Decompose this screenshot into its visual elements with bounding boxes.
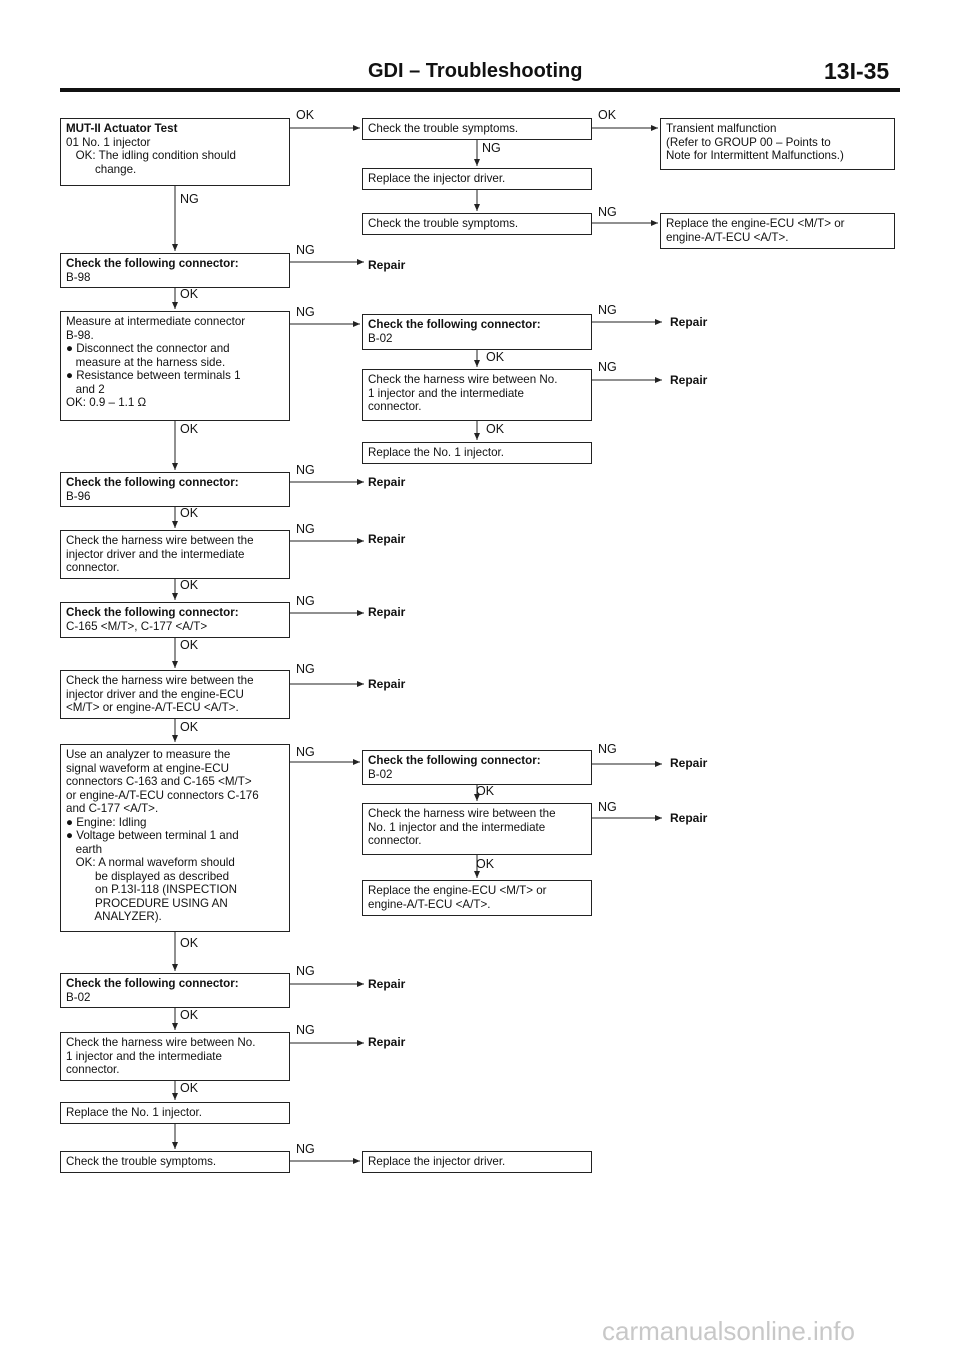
arrowhead bbox=[172, 521, 178, 528]
branch-label: NG bbox=[296, 463, 315, 477]
arrowhead bbox=[172, 1023, 178, 1030]
branch-label: OK bbox=[180, 1081, 199, 1095]
step-text-line: Check the harness wire between the bbox=[66, 534, 254, 547]
repair-label: Repair bbox=[670, 373, 708, 387]
branch-label: NG bbox=[296, 305, 315, 319]
branch-label: OK bbox=[598, 108, 617, 122]
branch-label: NG bbox=[296, 662, 315, 676]
step-text-line: Check the harness wire between No. bbox=[66, 1036, 256, 1049]
flowchart-step-box bbox=[362, 880, 592, 916]
branch-label: NG bbox=[482, 141, 501, 155]
branch-label: OK bbox=[296, 108, 315, 122]
step-text-line: ANALYZER). bbox=[66, 910, 162, 923]
branch-label: NG bbox=[296, 1023, 315, 1037]
arrowhead bbox=[474, 360, 480, 367]
step-text-line: Replace the engine-ECU <M/T> or bbox=[666, 217, 845, 230]
arrowhead bbox=[353, 125, 360, 131]
flowchart-step-box bbox=[362, 442, 592, 464]
arrowhead bbox=[655, 319, 662, 325]
step-text-line: Measure at intermediate connector bbox=[66, 315, 246, 328]
arrowhead bbox=[172, 463, 178, 470]
step-text-line: Transient malfunction bbox=[666, 122, 777, 135]
flowchart-step-box bbox=[60, 253, 290, 288]
arrowhead bbox=[172, 302, 178, 309]
step-text-line: Replace the engine-ECU <M/T> or bbox=[368, 884, 547, 897]
step-text-line: connectors C-163 and C-165 <M/T> bbox=[66, 775, 252, 788]
step-text-line: B-98 bbox=[66, 270, 91, 284]
branch-label: OK bbox=[180, 506, 199, 520]
flowchart-step-box bbox=[60, 744, 290, 932]
step-text-line: Check the following connector: bbox=[368, 754, 541, 767]
page-number: 13I-35 bbox=[824, 58, 890, 84]
arrowhead bbox=[172, 964, 178, 971]
branch-label: NG bbox=[296, 964, 315, 978]
arrowhead bbox=[357, 610, 364, 616]
flowchart-step-box bbox=[362, 118, 592, 140]
step-text-line: engine-A/T-ECU <A/T>. bbox=[368, 897, 491, 911]
step-text-line: Check the trouble symptoms. bbox=[66, 1155, 217, 1168]
flowchart-step-box bbox=[362, 168, 592, 190]
arrowhead bbox=[357, 981, 364, 987]
step-text-line: Check the following connector: bbox=[66, 476, 239, 489]
arrowhead bbox=[353, 759, 360, 765]
branch-label: NG bbox=[296, 243, 315, 257]
step-text-line: ● Resistance between terminals 1 bbox=[66, 369, 241, 382]
step-text-line: connector. bbox=[368, 400, 422, 413]
step-text-line: Replace the injector driver. bbox=[368, 172, 506, 185]
page-title: GDI – Troubleshooting bbox=[368, 60, 583, 82]
step-text-line: 01 No. 1 injector bbox=[66, 135, 151, 149]
step-text-line: (Refer to GROUP 00 – Points to bbox=[666, 135, 831, 149]
step-text-line: and C-177 <A/T>. bbox=[66, 802, 159, 815]
flowchart-step-box bbox=[60, 1032, 290, 1081]
step-text-line: Replace the injector driver. bbox=[368, 1155, 506, 1168]
branch-label: OK bbox=[486, 350, 505, 364]
step-text-line: No. 1 injector and the intermediate bbox=[368, 820, 546, 834]
step-text-line: connector. bbox=[66, 1063, 120, 1076]
branch-label: OK bbox=[180, 287, 199, 301]
step-text-line: Check the following connector: bbox=[66, 977, 239, 990]
branch-label: OK bbox=[180, 578, 199, 592]
flowchart-step-box bbox=[60, 311, 290, 421]
repair-label: Repair bbox=[368, 532, 406, 546]
step-text-line: B-02 bbox=[368, 767, 393, 781]
step-text-line: signal waveform at engine-ECU bbox=[66, 761, 230, 775]
flowchart-step-box bbox=[60, 118, 290, 186]
step-text-line: connector. bbox=[66, 561, 120, 574]
branch-label: NG bbox=[180, 192, 199, 206]
flowchart-step-box bbox=[60, 472, 290, 507]
repair-label: Repair bbox=[368, 677, 406, 691]
branch-label: OK bbox=[476, 784, 495, 798]
step-text-line: ● Voltage between terminal 1 and bbox=[66, 829, 239, 842]
arrowhead bbox=[474, 159, 480, 166]
step-text-line: Use an analyzer to measure the bbox=[66, 748, 231, 761]
arrowhead bbox=[353, 321, 360, 327]
branch-label: OK bbox=[180, 638, 199, 652]
step-text-line: Check the trouble symptoms. bbox=[368, 122, 519, 135]
arrowhead bbox=[651, 125, 658, 131]
step-text-line: OK: The idling condition should bbox=[66, 149, 236, 162]
branch-label: OK bbox=[486, 422, 505, 436]
step-text-line: measure at the harness side. bbox=[66, 355, 226, 369]
branch-label: OK bbox=[180, 422, 199, 436]
branch-label: NG bbox=[598, 303, 617, 317]
step-text-line: and 2 bbox=[66, 382, 105, 396]
repair-label: Repair bbox=[670, 315, 708, 329]
arrowhead bbox=[172, 244, 178, 251]
flowchart-step-box bbox=[362, 803, 592, 855]
flowchart-step-box bbox=[362, 750, 592, 785]
step-text-line: <M/T> or engine-A/T-ECU <A/T>. bbox=[66, 701, 239, 714]
arrowhead bbox=[474, 433, 480, 440]
step-text-line: B-02 bbox=[368, 331, 393, 345]
arrowhead bbox=[357, 1040, 364, 1046]
step-text-line: Check the following connector: bbox=[66, 606, 239, 619]
step-text-line: PROCEDURE USING AN bbox=[66, 896, 228, 910]
step-text-line: Check the harness wire between the bbox=[368, 807, 556, 820]
step-text-line: 1 injector and the intermediate bbox=[66, 1049, 222, 1063]
arrowhead bbox=[357, 259, 364, 265]
flowchart-step-box bbox=[60, 530, 290, 579]
step-text-line: Check the harness wire between the bbox=[66, 674, 254, 687]
step-text-line: earth bbox=[66, 842, 103, 856]
arrowhead bbox=[655, 377, 662, 383]
branch-label: NG bbox=[296, 745, 315, 759]
branch-label: NG bbox=[296, 522, 315, 536]
repair-label: Repair bbox=[368, 605, 406, 619]
step-text-line: connector. bbox=[368, 834, 422, 847]
arrowhead bbox=[357, 538, 364, 544]
flowchart-step-box bbox=[660, 213, 895, 249]
repair-label: Repair bbox=[368, 475, 406, 489]
flowchart-step-box bbox=[362, 1151, 592, 1173]
flowchart-step-box bbox=[362, 314, 592, 350]
step-text-line: Note for Intermittent Malfunctions.) bbox=[666, 149, 844, 162]
step-text-line: engine-A/T-ECU <A/T>. bbox=[666, 230, 789, 244]
repair-label: Repair bbox=[670, 811, 708, 825]
arrowhead bbox=[357, 681, 364, 687]
step-text-line: B-96 bbox=[66, 489, 91, 503]
step-text-line: or engine-A/T-ECU connectors C-176 bbox=[66, 788, 259, 802]
arrowhead bbox=[172, 661, 178, 668]
arrowhead bbox=[655, 815, 662, 821]
step-text-line: Check the trouble symptoms. bbox=[368, 217, 519, 230]
arrowhead bbox=[474, 204, 480, 211]
step-text-line: Replace the No. 1 injector. bbox=[66, 1106, 202, 1119]
branch-label: NG bbox=[598, 205, 617, 219]
step-text-line: on P.13I-118 (INSPECTION bbox=[66, 883, 237, 896]
watermark: carmanualsonline.info bbox=[602, 1316, 855, 1346]
step-text-line: OK: 0.9 – 1.1 Ω bbox=[66, 396, 147, 409]
flowchart-step-box bbox=[60, 1102, 290, 1124]
flowchart-step-box bbox=[660, 118, 895, 170]
step-text-line: change. bbox=[66, 162, 137, 176]
flowchart-step-box bbox=[362, 369, 592, 421]
repair-label: Repair bbox=[670, 756, 708, 770]
arrowhead bbox=[474, 871, 480, 878]
branch-label: OK bbox=[180, 1008, 199, 1022]
arrowhead bbox=[172, 593, 178, 600]
repair-label: Repair bbox=[368, 1035, 406, 1049]
step-text-line: ● Engine: Idling bbox=[66, 815, 147, 829]
arrowhead bbox=[172, 1093, 178, 1100]
flowchart-step-box bbox=[60, 973, 290, 1008]
repair-label: Repair bbox=[368, 977, 406, 991]
arrowhead bbox=[172, 735, 178, 742]
step-text-line: B-02 bbox=[66, 990, 91, 1004]
branch-label: OK bbox=[180, 936, 199, 950]
step-text-line: Check the following connector: bbox=[368, 318, 541, 331]
step-text-line: 1 injector and the intermediate bbox=[368, 386, 524, 400]
step-text-line: OK: A normal waveform should bbox=[66, 856, 235, 869]
arrowhead bbox=[655, 761, 662, 767]
arrowhead bbox=[172, 1142, 178, 1149]
branch-label: NG bbox=[598, 742, 617, 756]
branch-label: NG bbox=[296, 594, 315, 608]
flowchart-step-box bbox=[60, 1151, 290, 1173]
branch-label: OK bbox=[476, 857, 495, 871]
step-text-line: Replace the No. 1 injector. bbox=[368, 446, 504, 459]
arrowhead bbox=[357, 479, 364, 485]
arrowhead bbox=[353, 1158, 360, 1164]
branch-label: NG bbox=[598, 800, 617, 814]
branch-label: NG bbox=[296, 1142, 315, 1156]
step-text-line: C-165 <M/T>, C-177 <A/T> bbox=[66, 619, 208, 633]
step-text-line: injector driver and the intermediate bbox=[66, 547, 245, 561]
step-text-line: injector driver and the engine-ECU bbox=[66, 687, 244, 701]
step-text-line: MUT-II Actuator Test bbox=[66, 122, 178, 135]
step-text-line: Check the harness wire between No. bbox=[368, 373, 558, 386]
step-text-line: be displayed as described bbox=[66, 869, 230, 883]
step-text-line: B-98. bbox=[66, 328, 94, 342]
step-text-line: Check the following connector: bbox=[66, 257, 239, 270]
branch-label: NG bbox=[598, 360, 617, 374]
repair-label: Repair bbox=[368, 258, 406, 272]
arrowhead bbox=[651, 220, 658, 226]
step-text-line: ● Disconnect the connector and bbox=[66, 342, 230, 355]
flowchart-step-box bbox=[60, 602, 290, 638]
flowchart-step-box bbox=[60, 670, 290, 719]
flowchart-step-box bbox=[362, 213, 592, 235]
branch-label: OK bbox=[180, 720, 199, 734]
